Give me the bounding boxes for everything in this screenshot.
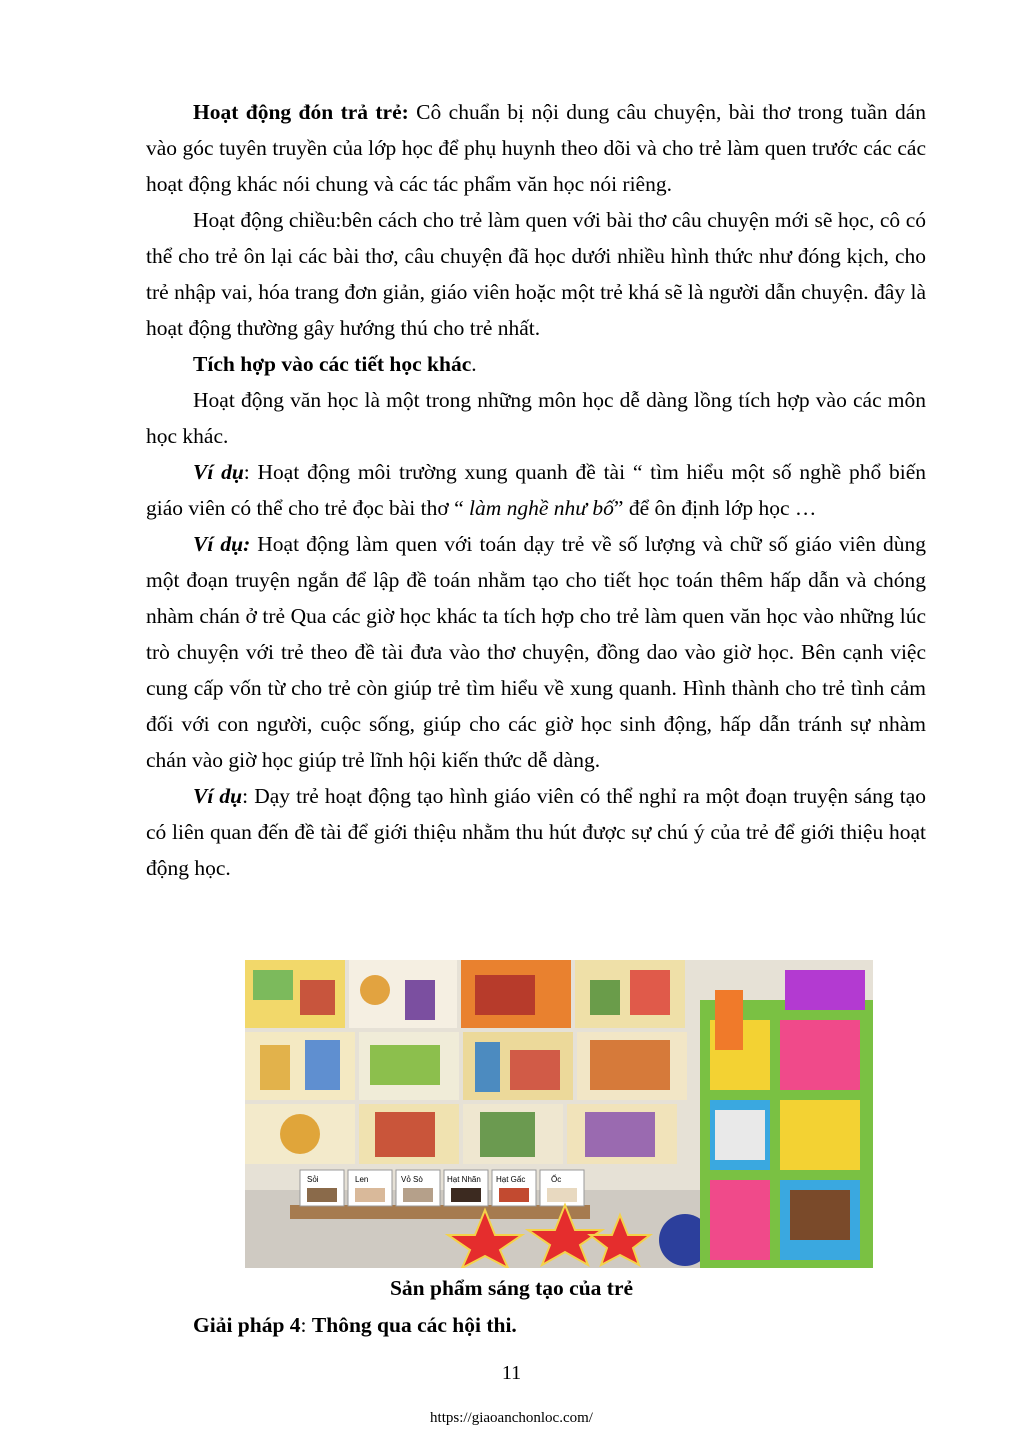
integration-heading: Tích hợp vào các tiết học khác [193,352,472,376]
solution-separator: : [300,1313,312,1337]
box-label: Len [355,1175,369,1184]
toy-shelf [700,970,873,1268]
integration-heading-tail: . [471,352,477,376]
example-lead: Ví dụ: [193,532,251,556]
example-body: : Hoạt động môi trường xung quanh đề tài “ tìm hiểu một số nghề phổ biến giáo viên có thể cho trẻ đọc bài thơ “ [146,460,926,520]
solution-title: Thông qua các hội thi. [311,1313,517,1337]
paragraph-integration-heading [146,346,926,382]
paragraph-pickup-activity [146,94,926,202]
paragraph-body: Cô chuẩn bị nội dung câu chuyện, bài thơ trong tuần dán vào góc tuyên truyền của lớp học để phụ huynh theo dõi và cho trẻ làm quen trước các các hoạt động khác nói chung và các tác phẩm văn học nói riêng. [146,100,926,196]
solution-heading [193,1313,517,1338]
body-text [146,94,926,886]
paragraph-lead: Hoạt động đón trả trẻ: [193,100,409,124]
example-lead: Ví dụ [193,784,243,808]
children-drawings [245,960,687,1164]
photo-caption: Sản phẩm sáng tạo của trẻ [389,1276,634,1300]
example-body: Hoạt động làm quen với toán dạy trẻ về số lượng và chữ số giáo viên dùng một đoạn truyện ngắn để lập đề toán nhằm tạo cho tiết học toán thêm hấp dẫn và chóng nhàm chán ở trẻ Qua các giờ học khác ta tích hợp cho trẻ làm quen văn học vào những lúc trò chuyện với trẻ theo đề tài đưa vào thơ chuyện, đồng dao vào giờ học. Bên cạnh việc cung cấp vốn từ cho trẻ còn giúp trẻ tìm hiểu về xung quanh. Hình thành cho trẻ tình cảm đối với con người, cuộc sống, giúp cho các giờ học sinh động, hấp dẫn tránh sự nhàm chán vào giờ học giúp trẻ lĩnh hội kiến thức dễ dàng. [146,532,926,772]
solution-label: Giải pháp 4 [193,1313,301,1337]
page-number: 11 [501,1362,522,1384]
classroom-photo [245,960,873,1268]
box-label: Sỏi [307,1175,319,1184]
box-label: Hạt Gấc [496,1175,526,1184]
example-body-end: ” để ôn định lớp học … [613,496,817,520]
paragraph-example-2 [146,526,926,778]
footer-url[interactable]: https://giaoanchonloc.com/ [430,1410,593,1426]
box-label: Vỏ Sò [401,1175,423,1184]
poem-title: làm nghề như bố [469,496,614,520]
paragraph-example-1 [146,454,926,526]
box-label: Hạt Nhãn [447,1175,481,1184]
example-lead: Ví dụ [193,460,244,484]
paragraph-example-3 [146,778,926,886]
box-label: Ốc [551,1175,562,1184]
paragraph-literature-integration: Hoạt động văn học là một trong những môn học dễ dàng lồng tích hợp vào các môn học khác. [146,388,926,448]
paragraph-afternoon-activity: Hoạt động chiều:bên cách cho trẻ làm quen với bài thơ câu chuyện mới sẽ học, cô có thể cho trẻ ôn lại các bài thơ, câu chuyện đã học dưới nhiều hình thức như đóng kịch, cho trẻ nhập vai, hóa trang đơn giản, giáo viên hoặc một trẻ khá sẽ là người dẫn chuyện. đây là hoạt động thường gây hướng thú cho trẻ nhất. [146,208,926,340]
example-body: : Dạy trẻ hoạt động tạo hình giáo viên có thể nghỉ ra một đoạn truyện sáng tạo có liên quan đến đề tài để giới thiệu nhằm thu hút được sự chú ý của trẻ để giới thiệu hoạt động học. [146,784,926,880]
